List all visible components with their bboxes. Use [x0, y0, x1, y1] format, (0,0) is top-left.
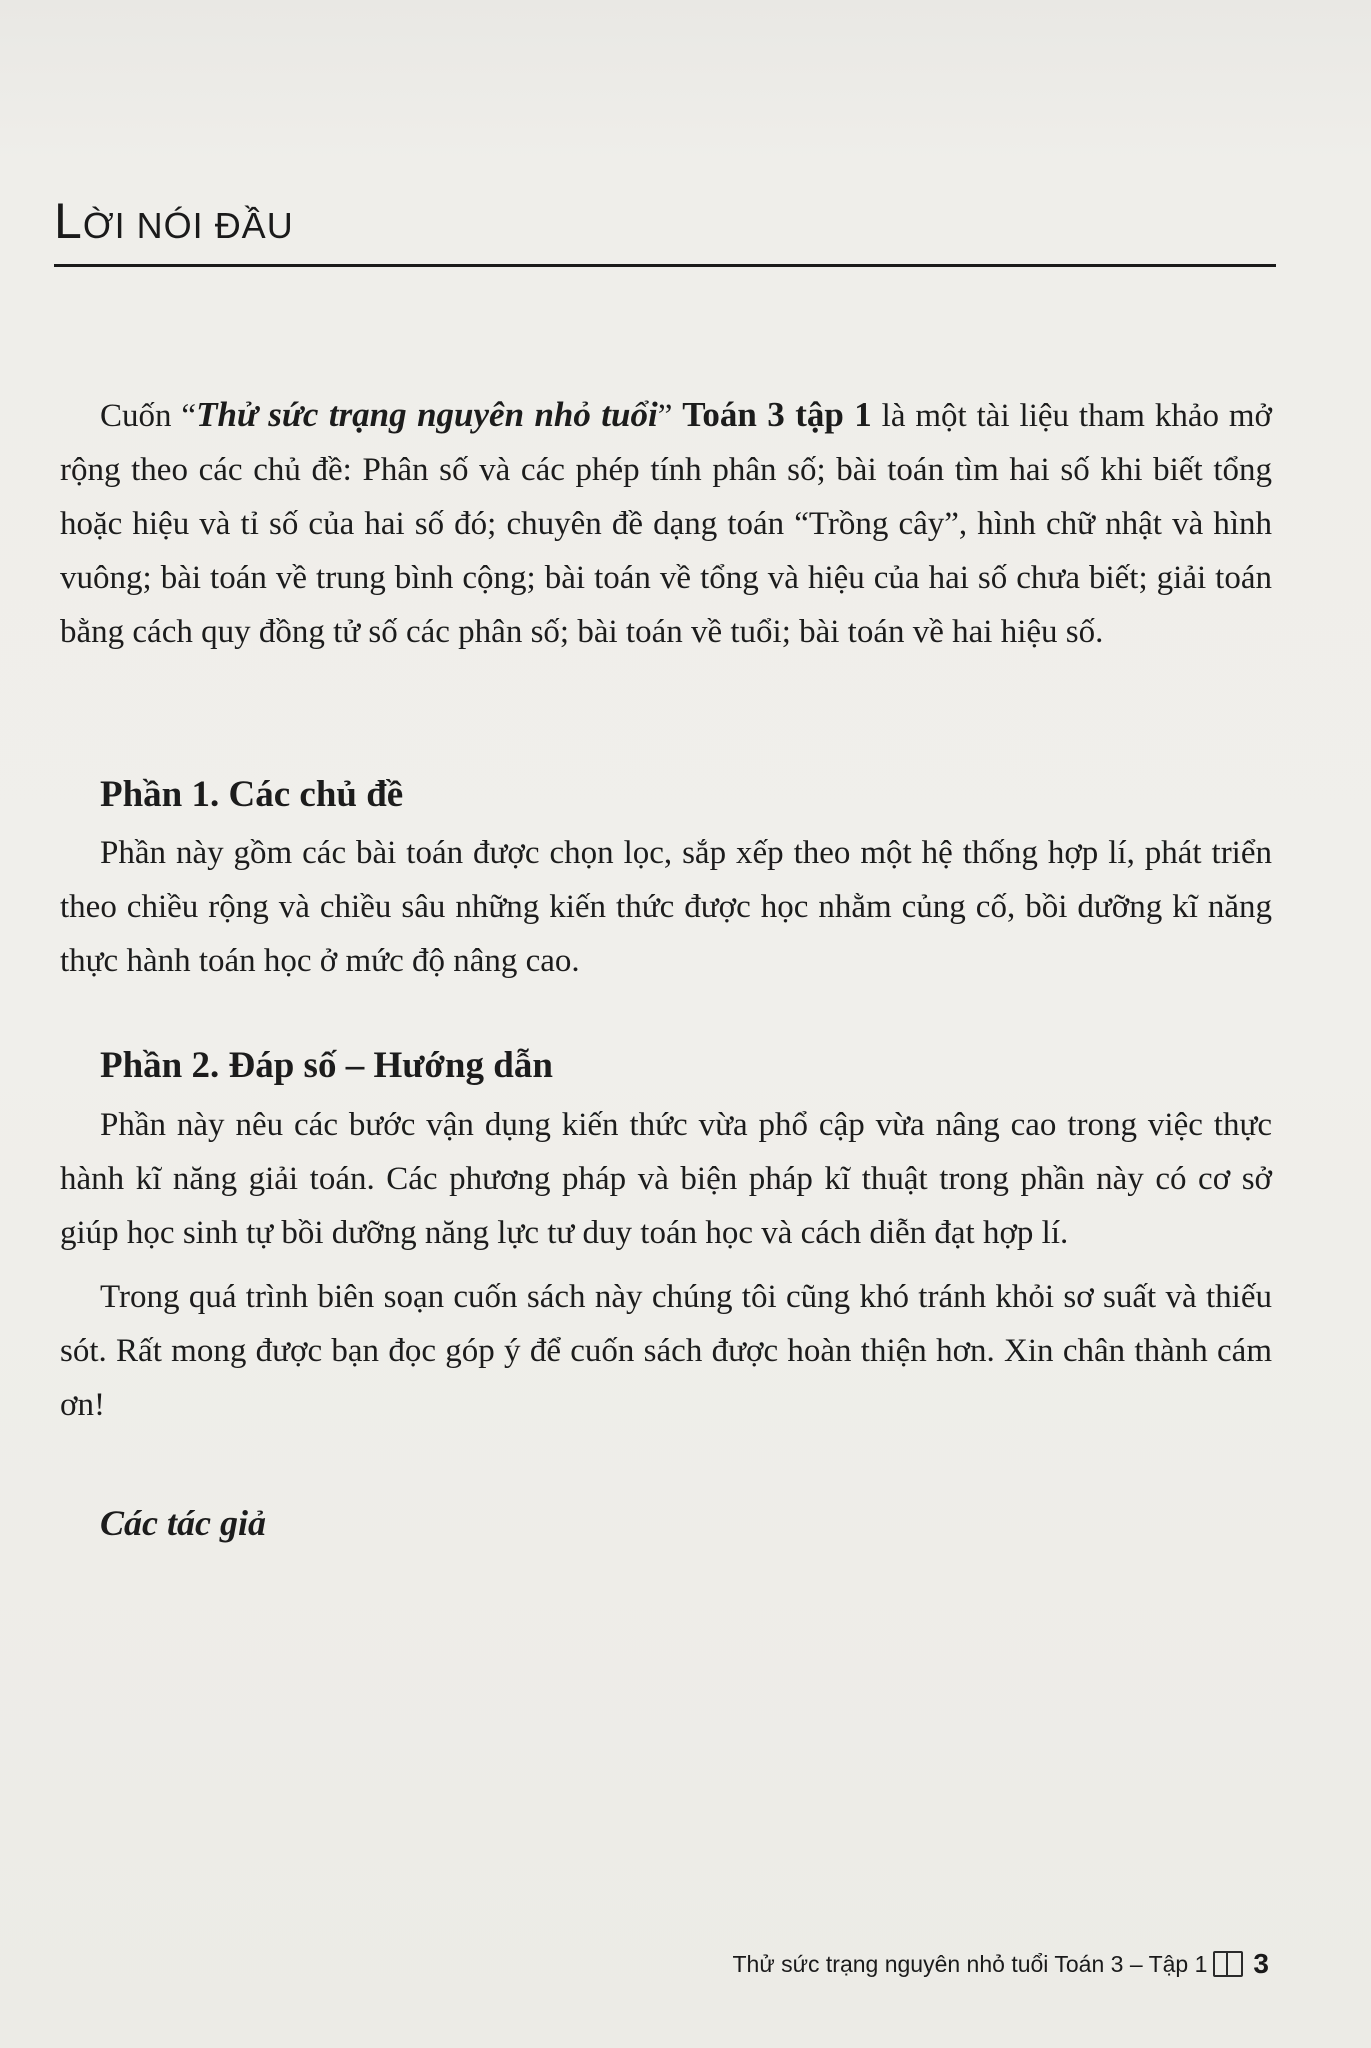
signature: Các tác giả — [100, 1503, 266, 1543]
section-1-paragraph — [60, 826, 1272, 988]
section-1-title: Phần 1. Các chủ đề — [100, 774, 404, 815]
book-icon — [1213, 1951, 1243, 1977]
section-2-title: Phần 2. Đáp số – Hướng dẫn — [100, 1045, 553, 1086]
running-title: Thử sức trạng nguyên nhỏ tuổi Toán 3 – Tập 1 — [732, 1950, 1208, 1977]
section-1-text: Phần này gồm các bài toán được chọn lọc, sắp xếp theo một hệ thống hợp lí, phát triển theo chiều rộng và chiều sâu những kiến thức được học nhằm củng cố, bồi dưỡng kĩ năng thực hành toán học ở mức độ nâng cao. — [60, 835, 1272, 979]
page-title-initial: L — [54, 193, 83, 249]
intro-subject: Toán 3 tập 1 — [682, 395, 872, 434]
book-title: Thử sức trạng nguyên nhỏ tuổi — [196, 395, 658, 434]
closing-text: Trong quá trình biên soạn cuốn sách này chúng tôi cũng khó tránh khỏi sơ suất và thiếu sót. Rất mong được bạn đọc góp ý để cuốn sách được hoàn thiện hơn. Xin chân thành cám ơn! — [60, 1279, 1272, 1423]
intro-paragraph — [60, 388, 1272, 659]
title-underline — [54, 264, 1276, 267]
page-title-rest: ỜI NÓI ĐẦU — [82, 205, 294, 246]
intro-text: là một tài liệu tham khảo mở rộng theo các chủ đề: Phân số và các phép tính phân số; bài toán tìm hai số khi biết tổng hoặc hiệu và tỉ số của hai số đó; chuyên đề dạng toán “Trồng cây”, hình chữ nhật và hình vuông; bài toán về trung bình cộng; bài toán về tổng và hiệu của hai số chưa biết; giải toán bằng cách quy đồng tử số các phân số; bài toán về tuổi; bài toán về hai hiệu số. — [60, 398, 1272, 650]
intro-after-title: ” — [657, 398, 683, 434]
section-2-text: Phần này nêu các bước vận dụng kiến thức vừa phổ cập vừa nâng cao trong việc thực hành kĩ năng giải toán. Các phương pháp và biện pháp kĩ thuật trong phần này có cơ sở giúp học sinh tự bồi dưỡng năng lực tư duy toán học và cách diễn đạt hợp lí. — [60, 1107, 1272, 1251]
closing-paragraph — [60, 1270, 1272, 1432]
page-title — [54, 193, 294, 249]
section-2-paragraph — [60, 1098, 1272, 1260]
intro-prefix: Cuốn “ — [100, 398, 197, 434]
page-footer — [732, 1948, 1269, 1980]
page-number: 3 — [1253, 1948, 1269, 1979]
